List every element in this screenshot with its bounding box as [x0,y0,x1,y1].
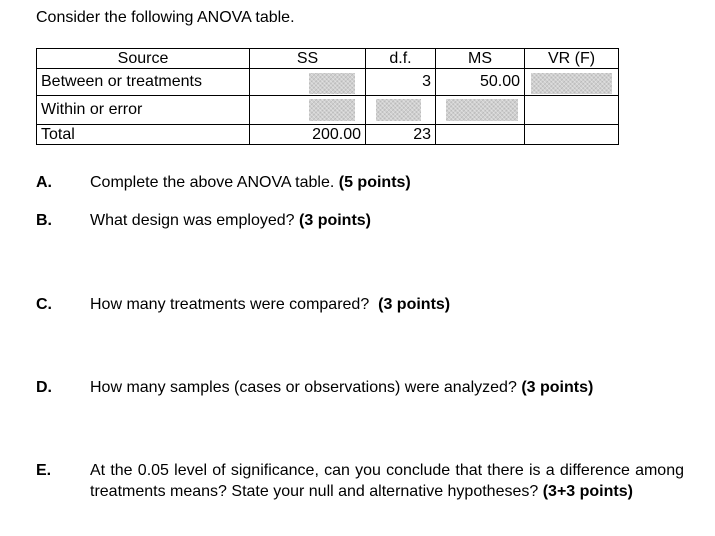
question-text: Complete the above ANOVA table. [90,174,335,191]
question-letter: B. [36,212,52,229]
ss-total-cell: 200.00 [250,125,366,145]
question-a [36,172,684,193]
header-ms: MS [436,49,525,69]
table-row-between [37,69,619,96]
question-points: (3+3 points) [542,483,633,500]
question-d [36,377,684,398]
header-ss: SS [250,49,366,69]
ss-within-blank[interactable] [250,96,366,125]
question-points: (5 points) [338,174,411,191]
header-vr: VR (F) [525,49,619,69]
ss-between-blank[interactable] [250,69,366,96]
table-row-total [37,125,619,145]
question-b [36,210,684,231]
source-cell: Between or treatments [37,69,250,96]
question-text: How many samples (cases or observations) were analyzed? [90,379,517,396]
vr-within-empty [525,96,619,125]
df-cell: 3 [366,69,436,96]
header-df: d.f. [366,49,436,69]
question-e [36,460,684,502]
anova-table [36,48,619,145]
question-points: (3 points) [378,296,451,313]
df-within-blank[interactable] [366,96,436,125]
question-letter: C. [36,296,52,313]
source-cell: Within or error [37,96,250,125]
question-letter: E. [36,462,52,479]
ms-cell: 50.00 [436,69,525,96]
df-total-cell: 23 [366,125,436,145]
ms-within-blank[interactable] [436,96,525,125]
question-c [36,294,684,315]
vr-between-blank[interactable] [525,69,619,96]
question-letter: D. [36,379,52,396]
question-points: (3 points) [521,379,594,396]
ms-total-empty [436,125,525,145]
source-cell: Total [37,125,250,145]
header-source: Source [37,49,250,69]
table-row-within [37,96,619,125]
vr-total-empty [525,125,619,145]
question-text: What design was employed? [90,212,295,229]
question-letter: A. [36,174,52,191]
question-text: At the 0.05 level of significance, can you conclude that there is a difference among treatments means? State your null and alternative hypotheses? [90,462,684,500]
question-text: How many treatments were compared? [90,296,370,313]
intro-text: Consider the following ANOVA table. [36,9,295,26]
table-header-row [37,49,619,69]
question-points: (3 points) [299,212,372,229]
